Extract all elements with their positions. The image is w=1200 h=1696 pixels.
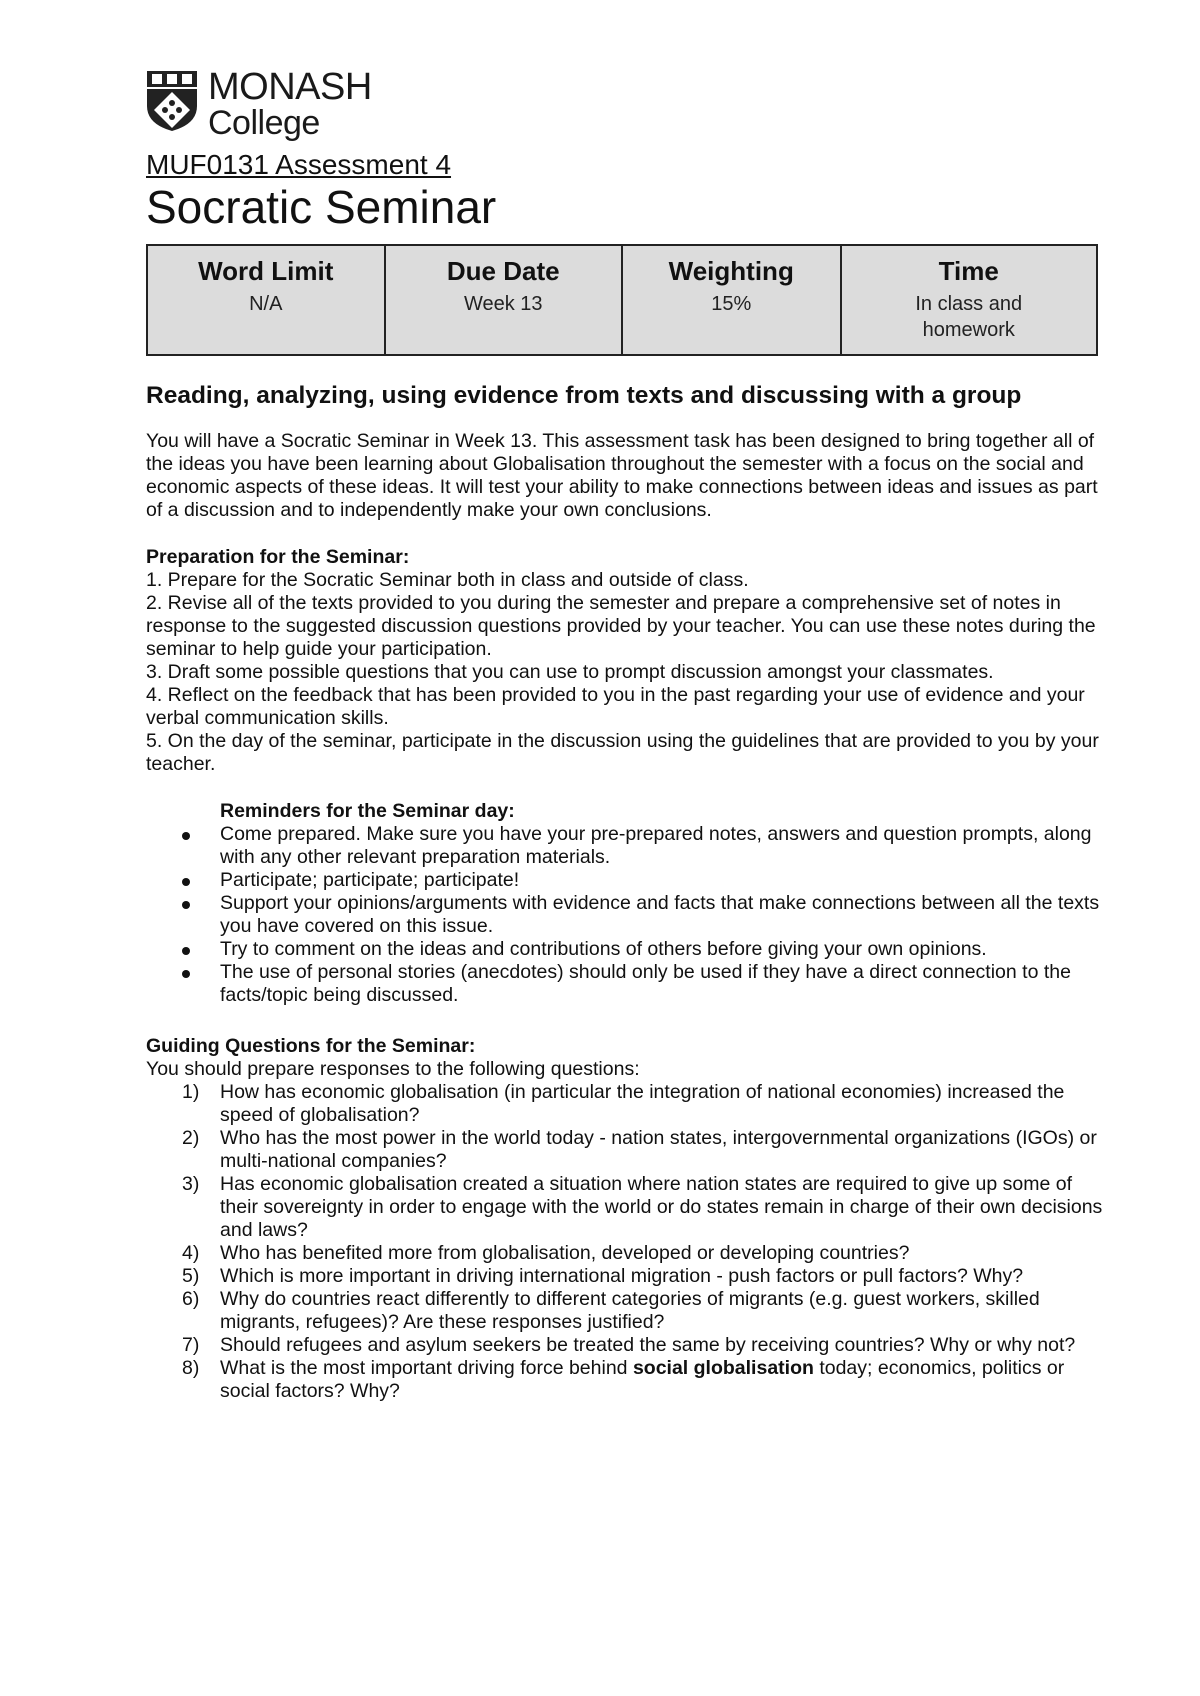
- question-number: 5): [182, 1265, 200, 1287]
- info-cell-time: [841, 245, 1098, 355]
- info-label: Time: [938, 256, 999, 286]
- guiding-intro: You should prepare responses to the following questions:: [146, 1058, 640, 1080]
- guiding-questions-list: [146, 1081, 1106, 1403]
- question-item: [146, 1081, 1106, 1127]
- info-label: Word Limit: [198, 256, 334, 286]
- list-item: 2. Revise all of the texts provided to you during the semester and prepare a comprehensive set of notes in response to the suggested discussion questions provided by your teacher. You can use these notes during the seminar to help guide your participation.: [146, 592, 1096, 660]
- preparation-list: [146, 569, 1106, 776]
- bullet-icon: [182, 947, 190, 955]
- question-text: Has economic globalisation created a situation where nation states are required to give up some of their sovereignty in order to engage with the world or do states remain in charge of their own decisions and laws?: [220, 1173, 1103, 1241]
- page-title: Socratic Seminar: [146, 181, 497, 233]
- question-number: 7): [182, 1334, 200, 1356]
- assessment-subject: MUF0131 Assessment 4: [146, 149, 452, 180]
- info-value: Week 13: [463, 293, 543, 315]
- info-label: Weighting: [668, 256, 794, 286]
- reminders-section: [146, 800, 1106, 1007]
- info-value: 15%: [711, 293, 752, 315]
- preparation-title: Preparation for the Seminar:: [146, 546, 410, 568]
- list-item: [146, 892, 1106, 938]
- question-item: [146, 1242, 1106, 1265]
- question-text-part: today; economics, politics or social factors? Why?: [220, 1357, 1065, 1402]
- question-text: Who has the most power in the world today - nation states, intergovernmental organizations (IGOs) or multi-national companies?: [220, 1127, 1097, 1172]
- question-text-part: What is the most important driving force behind: [220, 1357, 633, 1379]
- info-label: Due Date: [446, 256, 560, 286]
- reminders-list: [146, 823, 1106, 1007]
- list-item: 5. On the day of the seminar, participate in the discussion using the guidelines that are provided to you by your teacher.: [146, 730, 1099, 775]
- bullet-icon: [182, 970, 190, 978]
- question-number: 4): [182, 1242, 200, 1264]
- logo-college-text: College: [208, 104, 320, 142]
- reminder-text: The use of personal stories (anecdotes) should only be used if they have a direct connection to the facts/topic being discussed.: [220, 961, 1071, 1006]
- question-item: [146, 1288, 1106, 1334]
- question-number: 2): [182, 1127, 200, 1149]
- list-item: [146, 961, 1106, 1007]
- info-cell-word-limit: [147, 245, 385, 355]
- reminder-text: Try to comment on the ideas and contributions of others before giving your own opinions.: [220, 938, 987, 960]
- question-number: 6): [182, 1288, 200, 1310]
- question-text-bold: social globalisation: [632, 1357, 814, 1379]
- list-item: [146, 823, 1106, 869]
- reminders-title: Reminders for the Seminar day:: [220, 800, 515, 822]
- reminder-text: Come prepared. Make sure you have your pre-prepared notes, answers and question prompts, along with any other relevant preparation materials.: [220, 823, 1092, 868]
- question-number: 1): [182, 1081, 200, 1103]
- question-text: Should refugees and asylum seekers be treated the same by receiving countries? Why or why not?: [220, 1334, 1076, 1356]
- monash-college-logo: [146, 66, 372, 142]
- info-value: In class and homework: [915, 293, 1023, 341]
- list-item: 3. Draft some possible questions that you can use to prompt discussion amongst your classmates.: [146, 661, 994, 683]
- bullet-icon: [182, 832, 190, 840]
- reminder-text: Participate; participate; participate!: [220, 869, 520, 891]
- question-item: [146, 1127, 1106, 1173]
- list-item: [146, 938, 1106, 961]
- question-text: Why do countries react differently to different categories of migrants (e.g. guest workers, skilled migrants, refugees)? Are these responses justified?: [220, 1288, 1040, 1333]
- logo-monash-text: MONASH: [208, 66, 372, 108]
- intro-paragraph: You will have a Socratic Seminar in Week 13. This assessment task has been designed to bring together all of the ideas you have been learning about Globalisation throughout the semester with a focus on the social and economic aspects of these ideas. It will test your ability to make connections between ideas and issues as part of a discussion and to independently make your own conclusions.: [146, 430, 1098, 521]
- crest-icon: [146, 70, 198, 132]
- info-cell-due-date: [385, 245, 623, 355]
- bullet-icon: [182, 878, 190, 886]
- document-body: [146, 380, 1106, 1403]
- list-item: 1. Prepare for the Socratic Seminar both in class and outside of class.: [146, 569, 749, 591]
- section-heading: Reading, analyzing, using evidence from texts and discussing with a group: [146, 382, 1022, 409]
- question-item: [146, 1173, 1106, 1242]
- info-cell-weighting: [622, 245, 841, 355]
- guiding-title: Guiding Questions for the Seminar:: [146, 1035, 476, 1057]
- question-item: [146, 1265, 1106, 1288]
- list-item: 4. Reflect on the feedback that has been provided to you in the past regarding your use of evidence and your verbal communication skills.: [146, 684, 1085, 729]
- question-item: [146, 1334, 1106, 1357]
- info-value: N/A: [249, 293, 283, 315]
- bullet-icon: [182, 901, 190, 909]
- question-text: Who has benefited more from globalisation, developed or developing countries?: [220, 1242, 910, 1264]
- question-item: [146, 1357, 1106, 1403]
- assessment-info-table: [146, 244, 1098, 356]
- question-text: How has economic globalisation (in particular the integration of national economies) increased the speed of globalisation?: [220, 1081, 1065, 1126]
- question-number: 8): [182, 1357, 200, 1379]
- list-item: [146, 869, 1106, 892]
- question-number: 3): [182, 1173, 200, 1195]
- question-text: Which is more important in driving international migration - push factors or pull factors? Why?: [220, 1265, 1024, 1287]
- reminder-text: Support your opinions/arguments with evidence and facts that make connections between all the texts you have covered on this issue.: [220, 892, 1100, 937]
